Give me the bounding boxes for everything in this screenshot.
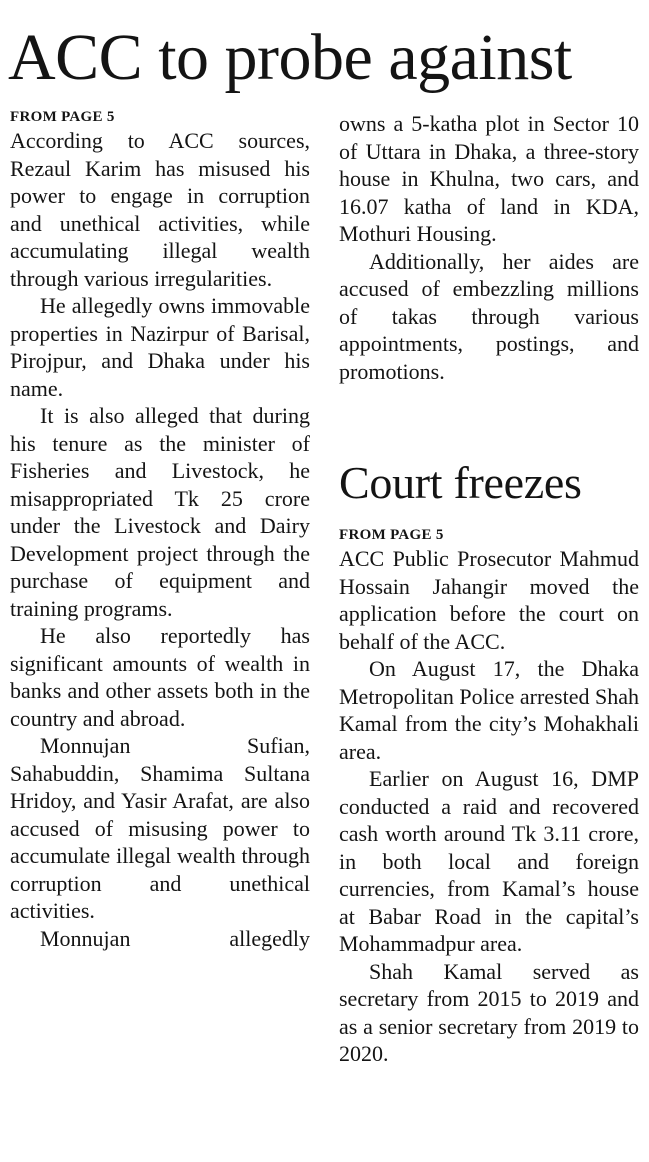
- body-paragraph: ACC Public Prosecutor Mahmud Hossain Jahangir moved the application before the court on behalf of the ACC.: [339, 546, 639, 654]
- body-paragraph: He allegedly owns immovable properties in Nazirpur of Barisal, Pirojpur, and Dhaka under his name.: [10, 293, 310, 401]
- article-left-column: [10, 107, 310, 952]
- body-paragraph: According to ACC sources, Rezaul Karim has misused his power to engage in corruption and unethical activities, while accumulating illegal wealth through various irregularities.: [10, 128, 310, 291]
- second-article-headline: Court freezes: [339, 457, 582, 508]
- body-paragraph: Earlier on August 16, DMP conducted a raid and recovered cash worth around Tk 3.11 crore, in both local and foreign currencies, from Kamal’s house at Babar Road in the capital’s Mohammadpur area.: [339, 766, 639, 956]
- body-paragraph: Monnujan Sufian, Sahabuddin, Shamima Sultana Hridoy, and Yasir Arafat, are also accused of misusing power to accumulate illegal wealth through corruption and unethical activities.: [10, 733, 310, 923]
- article-right-column: [339, 110, 639, 385]
- body-paragraph: On August 17, the Dhaka Metropolitan Police arrested Shah Kamal from the city’s Mohakhali area.: [339, 656, 639, 764]
- body-paragraph: Additionally, her aides are accused of embezzling millions of takas through various appointments, postings, and promotions.: [339, 248, 639, 384]
- continued-from-label: FROM PAGE 5: [339, 527, 444, 543]
- article-headline: ACC to probe against: [8, 21, 572, 94]
- body-paragraph: He also reportedly has significant amounts of wealth in banks and other assets both in the country and abroad.: [10, 623, 310, 731]
- continued-from-label: FROM PAGE 5: [10, 109, 115, 125]
- second-article: [339, 455, 639, 1068]
- body-paragraph: Monnujan allegedly: [40, 925, 310, 951]
- body-paragraph: owns a 5-katha plot in Sector 10 of Uttara in Dhaka, a three-story house in Khulna, two cars, and 16.07 katha of land in KDA, Mothuri Housing.: [339, 111, 639, 246]
- body-paragraph: It is also alleged that during his tenure as the minister of Fisheries and Livestock, he misappropriated Tk 25 crore under the Livestock and Dairy Development project through the purchase of equipment and training programs.: [10, 403, 310, 621]
- body-paragraph: Shah Kamal served as secretary from 2015 to 2019 and as a senior secretary from 2019 to 2020.: [339, 958, 639, 1066]
